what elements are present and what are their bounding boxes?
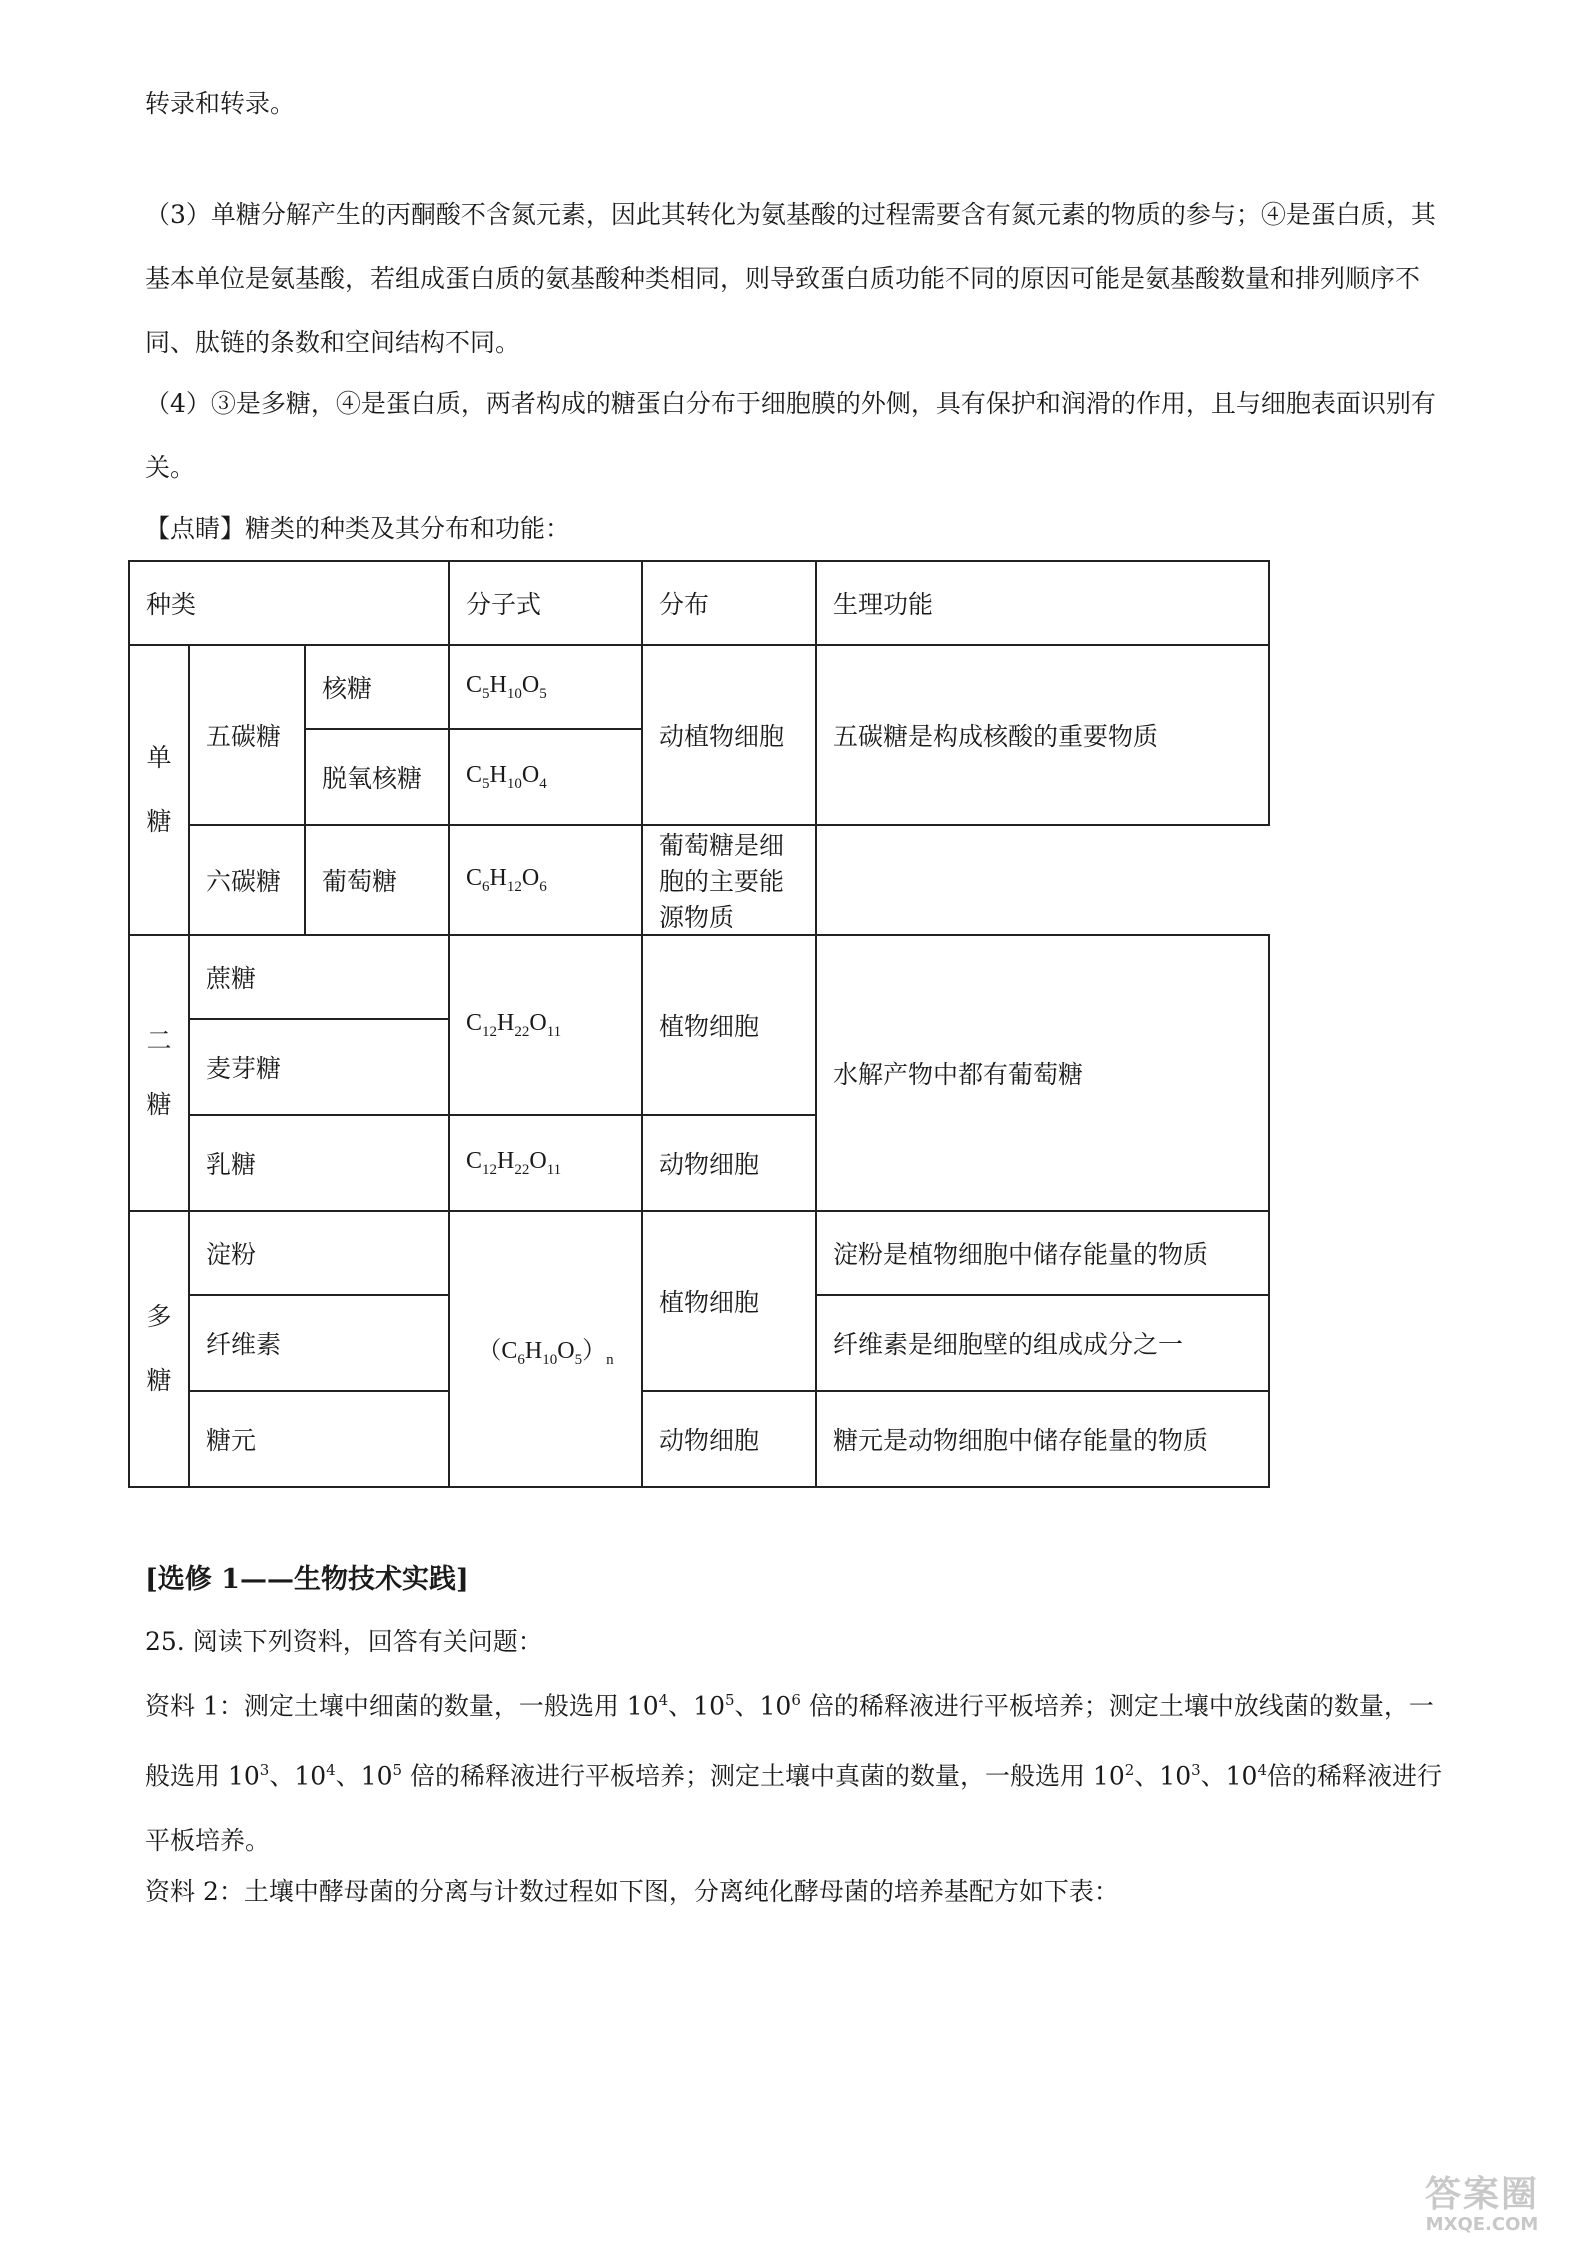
- maltose-name: 麦芽糖: [189, 1019, 449, 1115]
- material-1: 资料 1：测定土壤中细菌的数量，一般选用 $10^4$、$10^5$、$10^6$ 倍的稀释液进行平板培养；测定土壤中放线菌的数量，一般选用 $10^3$、$10^4$、$10^5$ 倍的稀释液进行平板培养；测定土壤中真菌的数量，一般选用 $10^2$、$10^3$、$10^4$倍的稀释液进行平板培养。: [145, 1691, 1443, 1855]
- glucose-function: 葡萄糖是细胞的主要能源物质: [642, 825, 816, 935]
- starch-function: 淀粉是植物细胞中储存能量的物质: [816, 1211, 1269, 1295]
- watermark-logo-text: 答案圈: [1424, 2174, 1539, 2215]
- paragraph-answer-4: （4）③是多糖，④是蛋白质，两者构成的糖蛋白分布于细胞膜的外侧，具有保护和润滑的作用，且与细胞表面识别有关。: [145, 389, 1436, 482]
- six-carbon-sugar: 六碳糖: [189, 825, 305, 935]
- table-row: [129, 1391, 1269, 1487]
- header-function: 生理功能: [816, 561, 1269, 645]
- disaccharide-function: 水解产物中都有葡萄糖: [816, 935, 1269, 1211]
- header-distribution: 分布: [642, 561, 816, 645]
- category-disaccharide: 二 糖: [129, 935, 189, 1211]
- header-formula: 分子式: [449, 561, 642, 645]
- table-header-row: [129, 561, 1269, 645]
- glucose-name: 葡萄糖: [305, 825, 449, 935]
- glycogen-distribution: 动物细胞: [642, 1391, 816, 1487]
- ribose-formula: $C_5H_{10}O_5$: [449, 645, 642, 729]
- header-kind: 种类: [129, 561, 449, 645]
- watermark-logo: [1397, 2175, 1567, 2235]
- table-row: [129, 825, 1269, 935]
- paragraph-continuation: 转录和转录。: [145, 89, 296, 118]
- lactose-formula: $C_{12}H_{22}O_{11}$: [449, 1115, 642, 1211]
- starch-name: 淀粉: [189, 1211, 449, 1295]
- five-carbon-function: 五碳糖是构成核酸的重要物质: [816, 645, 1269, 825]
- material-2: 资料 2：土壤中酵母菌的分离与计数过程如下图，分离纯化酵母菌的培养基配方如下表：: [145, 1877, 1119, 1906]
- paragraph-answer-3: （3）单糖分解产生的丙酮酸不含氮元素，因此其转化为氨基酸的过程需要含有氮元素的物质的参与；④是蛋白质，其基本单位是氨基酸，若组成蛋白质的氨基酸种类相同，则导致蛋白质功能不同的原因可能是氨基酸数量和排列顺序不同、肽链的条数和空间结构不同。: [145, 200, 1436, 357]
- category-polysaccharide: 多 糖: [129, 1211, 189, 1487]
- cellulose-function: 纤维素是细胞壁的组成成分之一: [816, 1295, 1269, 1391]
- dianjing-note: 【点睛】糖类的种类及其分布和功能：: [145, 514, 571, 543]
- sucrose-name: 蔗糖: [189, 935, 449, 1019]
- deoxyribose-formula: $C_5H_{10}O_4$: [449, 729, 642, 825]
- lactose-distribution: 动物细胞: [642, 1115, 816, 1211]
- table-row: [129, 645, 1269, 729]
- table-row: [129, 935, 1269, 1019]
- watermark-url: MXQE.COM: [1425, 2214, 1539, 2235]
- category-monosaccharide: 单 糖: [129, 645, 189, 935]
- sucrose-maltose-formula: $C_{12}H_{22}O_{11}$: [449, 935, 642, 1115]
- lactose-name: 乳糖: [189, 1115, 449, 1211]
- question-25: 25. 阅读下列资料，回答有关问题：: [145, 1627, 543, 1656]
- glycogen-name: 糖元: [189, 1391, 449, 1487]
- mono-distribution: 动植物细胞: [642, 645, 816, 825]
- glucose-formula: $C_6H_{12}O_6$: [449, 825, 642, 935]
- polysaccharide-formula: $(C_6H_{10}O_5)_n$: [449, 1211, 642, 1487]
- polysaccharide-plant-distribution: 植物细胞: [642, 1211, 816, 1391]
- ribose-name: 核糖: [305, 645, 449, 729]
- sugar-table: [128, 560, 1270, 1488]
- glycogen-function: 糖元是动物细胞中储存能量的物质: [816, 1391, 1269, 1487]
- cellulose-name: 纤维素: [189, 1295, 449, 1391]
- five-carbon-sugar: 五碳糖: [189, 645, 305, 825]
- deoxyribose-name: 脱氧核糖: [305, 729, 449, 825]
- disaccharide-plant-distribution: 植物细胞: [642, 935, 816, 1115]
- table-row: [129, 1211, 1269, 1295]
- section-heading: [选修 1——生物技术实践]: [145, 1564, 469, 1595]
